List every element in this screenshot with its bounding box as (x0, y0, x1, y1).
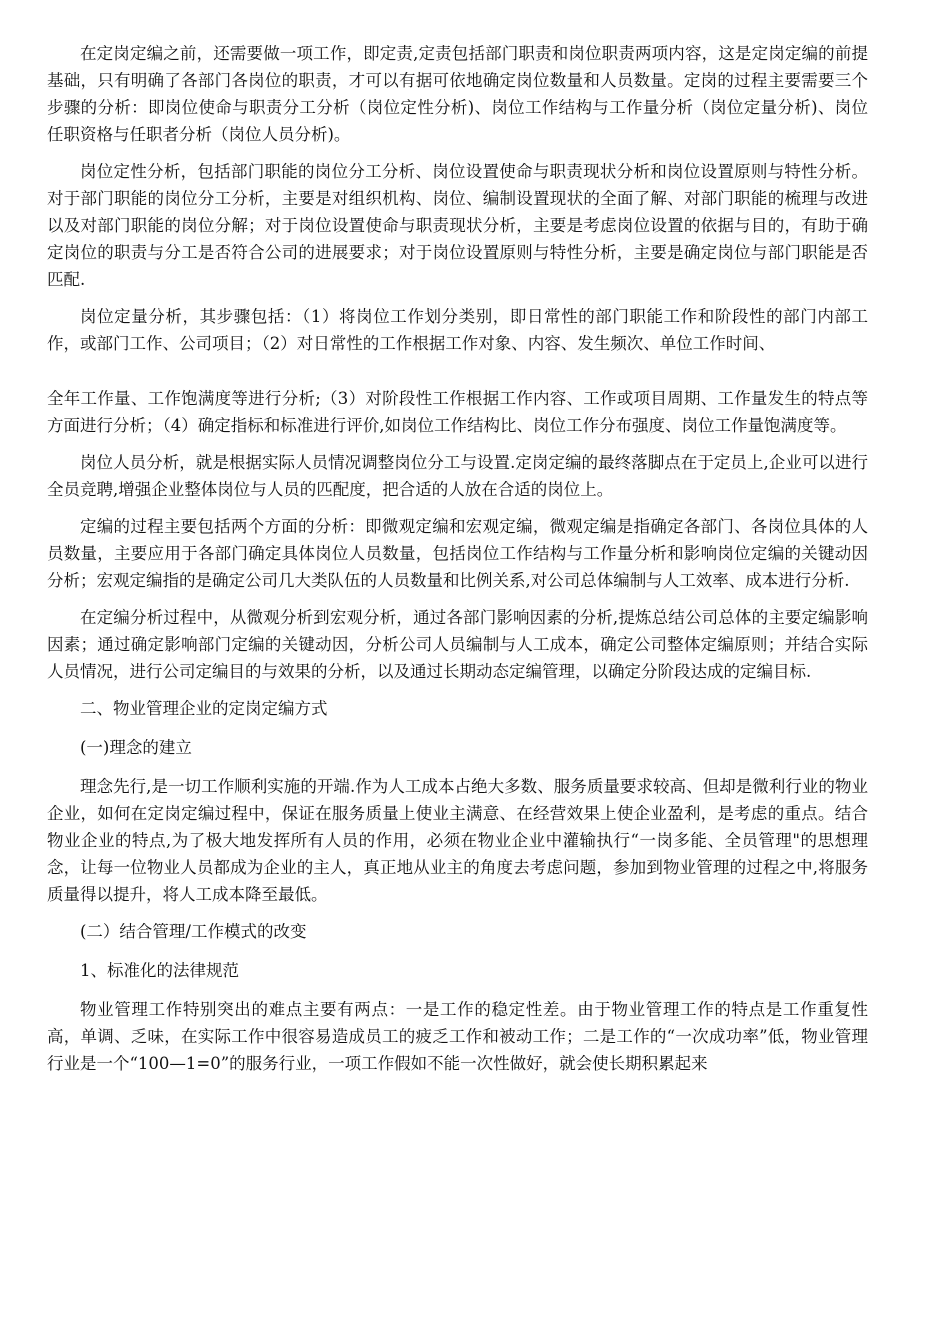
paragraph-difficulties: 物业管理工作特别突出的难点主要有两点：一是工作的稳定性差。由于物业管理工作的特点是工作重复性高，单调、乏味，在实际工作中很容易造成员工的疲乏工作和被动工作；二是工作的“一次成功率”低，物业管理行业是一个“100—1=0”的服务行业，一项工作假如不能一次性做好，就会使长期积累起来 (47, 1000, 868, 1073)
paragraph-staffing-analysis: 在定编分析过程中，从微观分析到宏观分析，通过各部门影响因素的分析,提炼总结公司总体的主要定编影响因素；通过确定影响部门定编的关键动因，分析公司人员编制与人工成本，确定公司整体定编原则；并结合实际人员情况，进行公司定编目的与效果的分析，以及通过长期动态定编管理，以确定分阶段达成的定编目标. (47, 608, 868, 681)
item-heading-standardization: 1、标准化的法律规范 (80, 961, 239, 980)
paragraph-define-duties: 在定岗定编之前，还需要做一项工作，即定责,定责包括部门职责和岗位职责两项内容，这是定岗定编的前提基础，只有明确了各部门各岗位的职责，才可以有据可依地确定岗位数量和人员数量。定岗的过程主要需要三个步骤的分析：即岗位使命与职责分工分析（岗位定性分析)、岗位工作结构与工作量分析（岗位定量分析)、岗位任职资格与任职者分析（岗位人员分析)。 (47, 44, 868, 144)
paragraph-quantitative-analysis: 岗位定量分析，其步骤包括：（1）将岗位工作划分类别，即日常性的部门职能工作和阶段性的部门内部工作，或部门工作、公司项目；（2）对日常性的工作根据工作对象、内容、发生频次、单位工作时间、 (47, 307, 868, 353)
subsection-heading-concept: (一)理念的建立 (80, 738, 192, 757)
paragraph-qualitative-analysis: 岗位定性分析，包括部门职能的岗位分工分析、岗位设置使命与职责现状分析和岗位设置原则与特性分析。对于部门职能的岗位分工分析，主要是对组织机构、岗位、编制设置现状的全面了解、对部门职能的梳理与改进以及对部门职能的岗位分解；对于岗位设置使命与职责现状分析，主要是考虑岗位设置的依据与目的，有助于确定岗位的职责与分工是否符合公司的进展要求；对于岗位设置原则与特性分析，主要是确定岗位与部门职能是否匹配. (47, 162, 868, 289)
subsection-heading-management-mode: (二）结合管理/工作模式的改变 (80, 922, 307, 941)
paragraph-personnel-analysis: 岗位人员分析，就是根据实际人员情况调整岗位分工与设置.定岗定编的最终落脚点在于定员上,企业可以进行全员竞聘,增强企业整体岗位与人员的匹配度，把合适的人放在合适的岗位上。 (47, 453, 868, 499)
section-heading: 二、物业管理企业的定岗定编方式 (80, 699, 328, 718)
paragraph-quantitative-continued: 全年工作量、工作饱满度等进行分析;（3）对阶段性工作根据工作内容、工作或项目周期、工作量发生的特点等方面进行分析；（4）确定指标和标准进行评价,如岗位工作结构比、岗位工作分布强度、岗位工作量饱满度等。 (47, 389, 868, 435)
paragraph-staffing-process: 定编的过程主要包括两个方面的分析：即微观定编和宏观定编，微观定编是指确定各部门、各岗位具体的人员数量，主要应用于各部门确定具体岗位人员数量，包括岗位工作结构与工作量分析和影响岗位定编的关键动因分析；宏观定编指的是确定公司几大类队伍的人员数量和比例关系,对公司总体编制与人工效率、成本进行分析. (47, 517, 868, 590)
paragraph-concept: 理念先行,是一切工作顺利实施的开端.作为人工成本占绝大多数、服务质量要求较高、但却是微利行业的物业企业，如何在定岗定编过程中，保证在服务质量上使业主满意、在经营效果上使企业盈利，是考虑的重点。结合物业企业的特点,为了极大地发挥所有人员的作用，必须在物业企业中灌输执行“一岗多能、全员管理"的思想理念，让每一位物业人员都成为企业的主人，真正地从业主的角度去考虑问题，参加到物业管理的过程之中,将服务质量得以提升，将人工成本降至最低。 (47, 777, 868, 904)
